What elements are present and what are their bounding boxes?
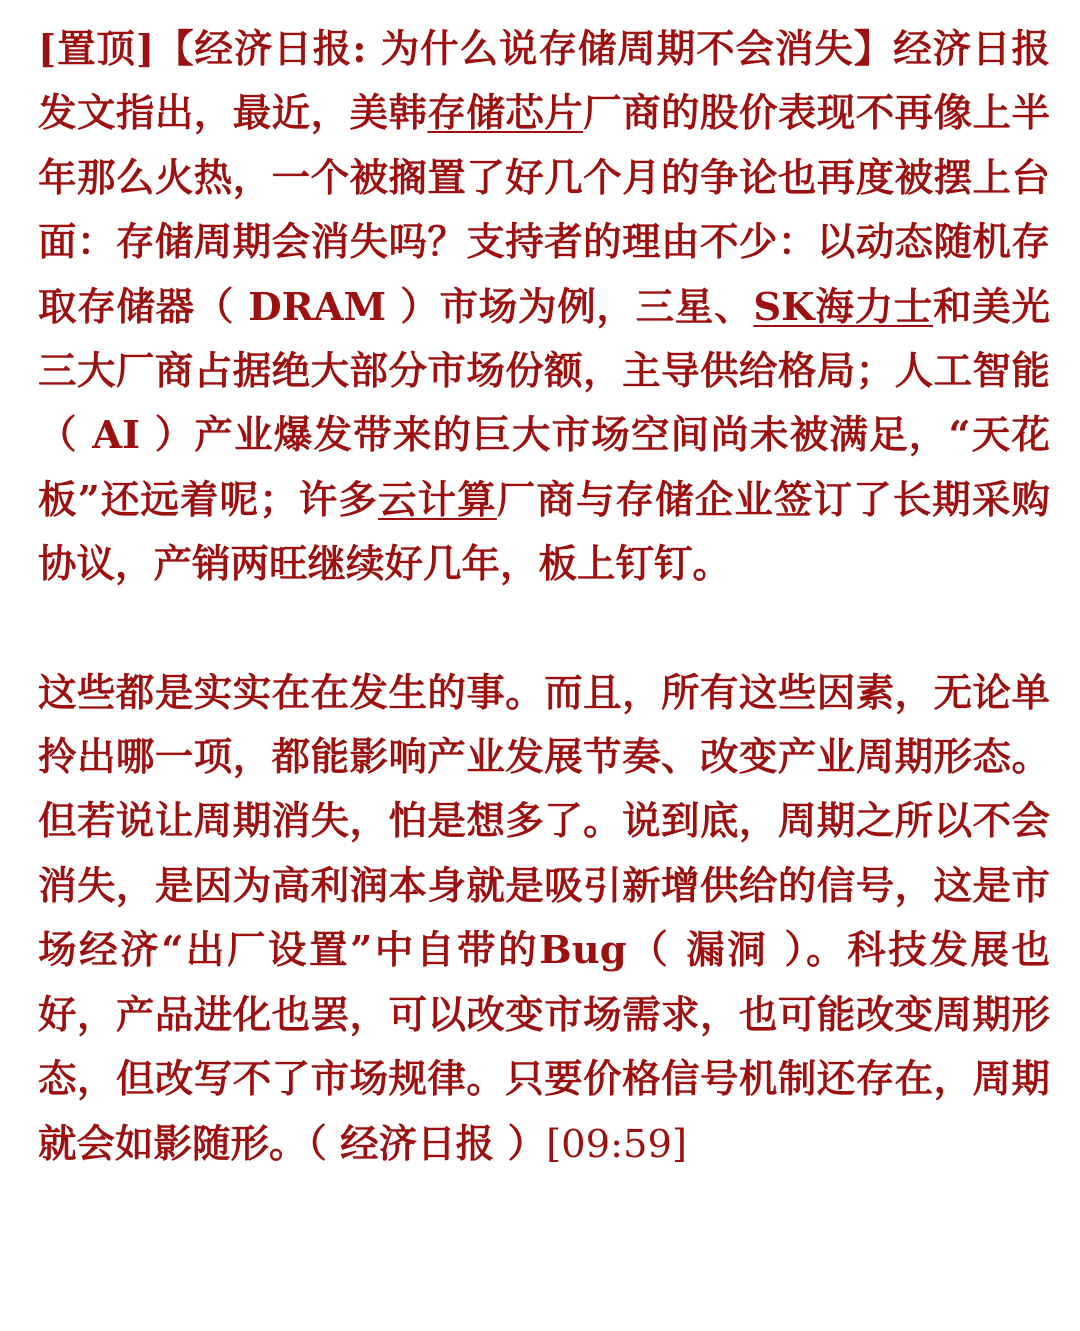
stock-tag-link-sk-hynix[interactable]: SK海力士 [753, 284, 934, 330]
paragraph-text: 这些都是实实在在发生的事。而且，所有这些因素，无论单拎出哪一项，都能影响产业发展节奏、改变产业周期形态。但若说让周期消失，怕是想多了。说到底，周期之所以不会消失，是因为高利润本身就是吸引新增供给的信号，这是市场经济“出厂设置”中自带的Bug（ 漏洞 ）。科技发展也好，产品进化也罢，可以改变市场需求，也可能改变周期形态，但改写不了市场规律。只要价格信号机制还存在，周期就会如影随形。（ 经济日报 ） [38, 670, 1050, 1167]
paragraph-text: 和美光三大厂商占据绝大部分市场份额，主导供给格局；人工智能（ AI ）产业爆发带来的巨大市场空间尚未被满足，“天花板”还远着呢；许多 [38, 284, 1050, 523]
paragraph-text: 经济日报发文指出，最近，美韩 [38, 27, 1050, 137]
pin-tag: [置顶] [38, 27, 155, 72]
paragraph-text: 厂商的股价表现不再像上半年那么火热，一个被搁置了好几个月的争论也再度被摆上台面：存储周期会消失吗？支持者的理由不少：以动态随机存取存储器（ DRAM ）市场为例，三星、 [38, 91, 1050, 330]
stock-tag-link-storage-chips[interactable]: 存储芯片 [427, 91, 584, 137]
news-article [38, 18, 1050, 1177]
post-timestamp: [09:59] [546, 1121, 688, 1167]
stock-tag-link-cloud-computing[interactable]: 云计算 [377, 477, 497, 523]
article-paragraph-2 [38, 662, 1050, 1177]
paragraph-text: 厂商与存储企业签订了长期采购协议，产销两旺继续好几年，板上钉钉。 [38, 477, 1050, 588]
article-headline: 【经济日报: 为什么说存储周期不会消失】 [154, 27, 894, 72]
article-paragraph-1 [38, 18, 1050, 598]
